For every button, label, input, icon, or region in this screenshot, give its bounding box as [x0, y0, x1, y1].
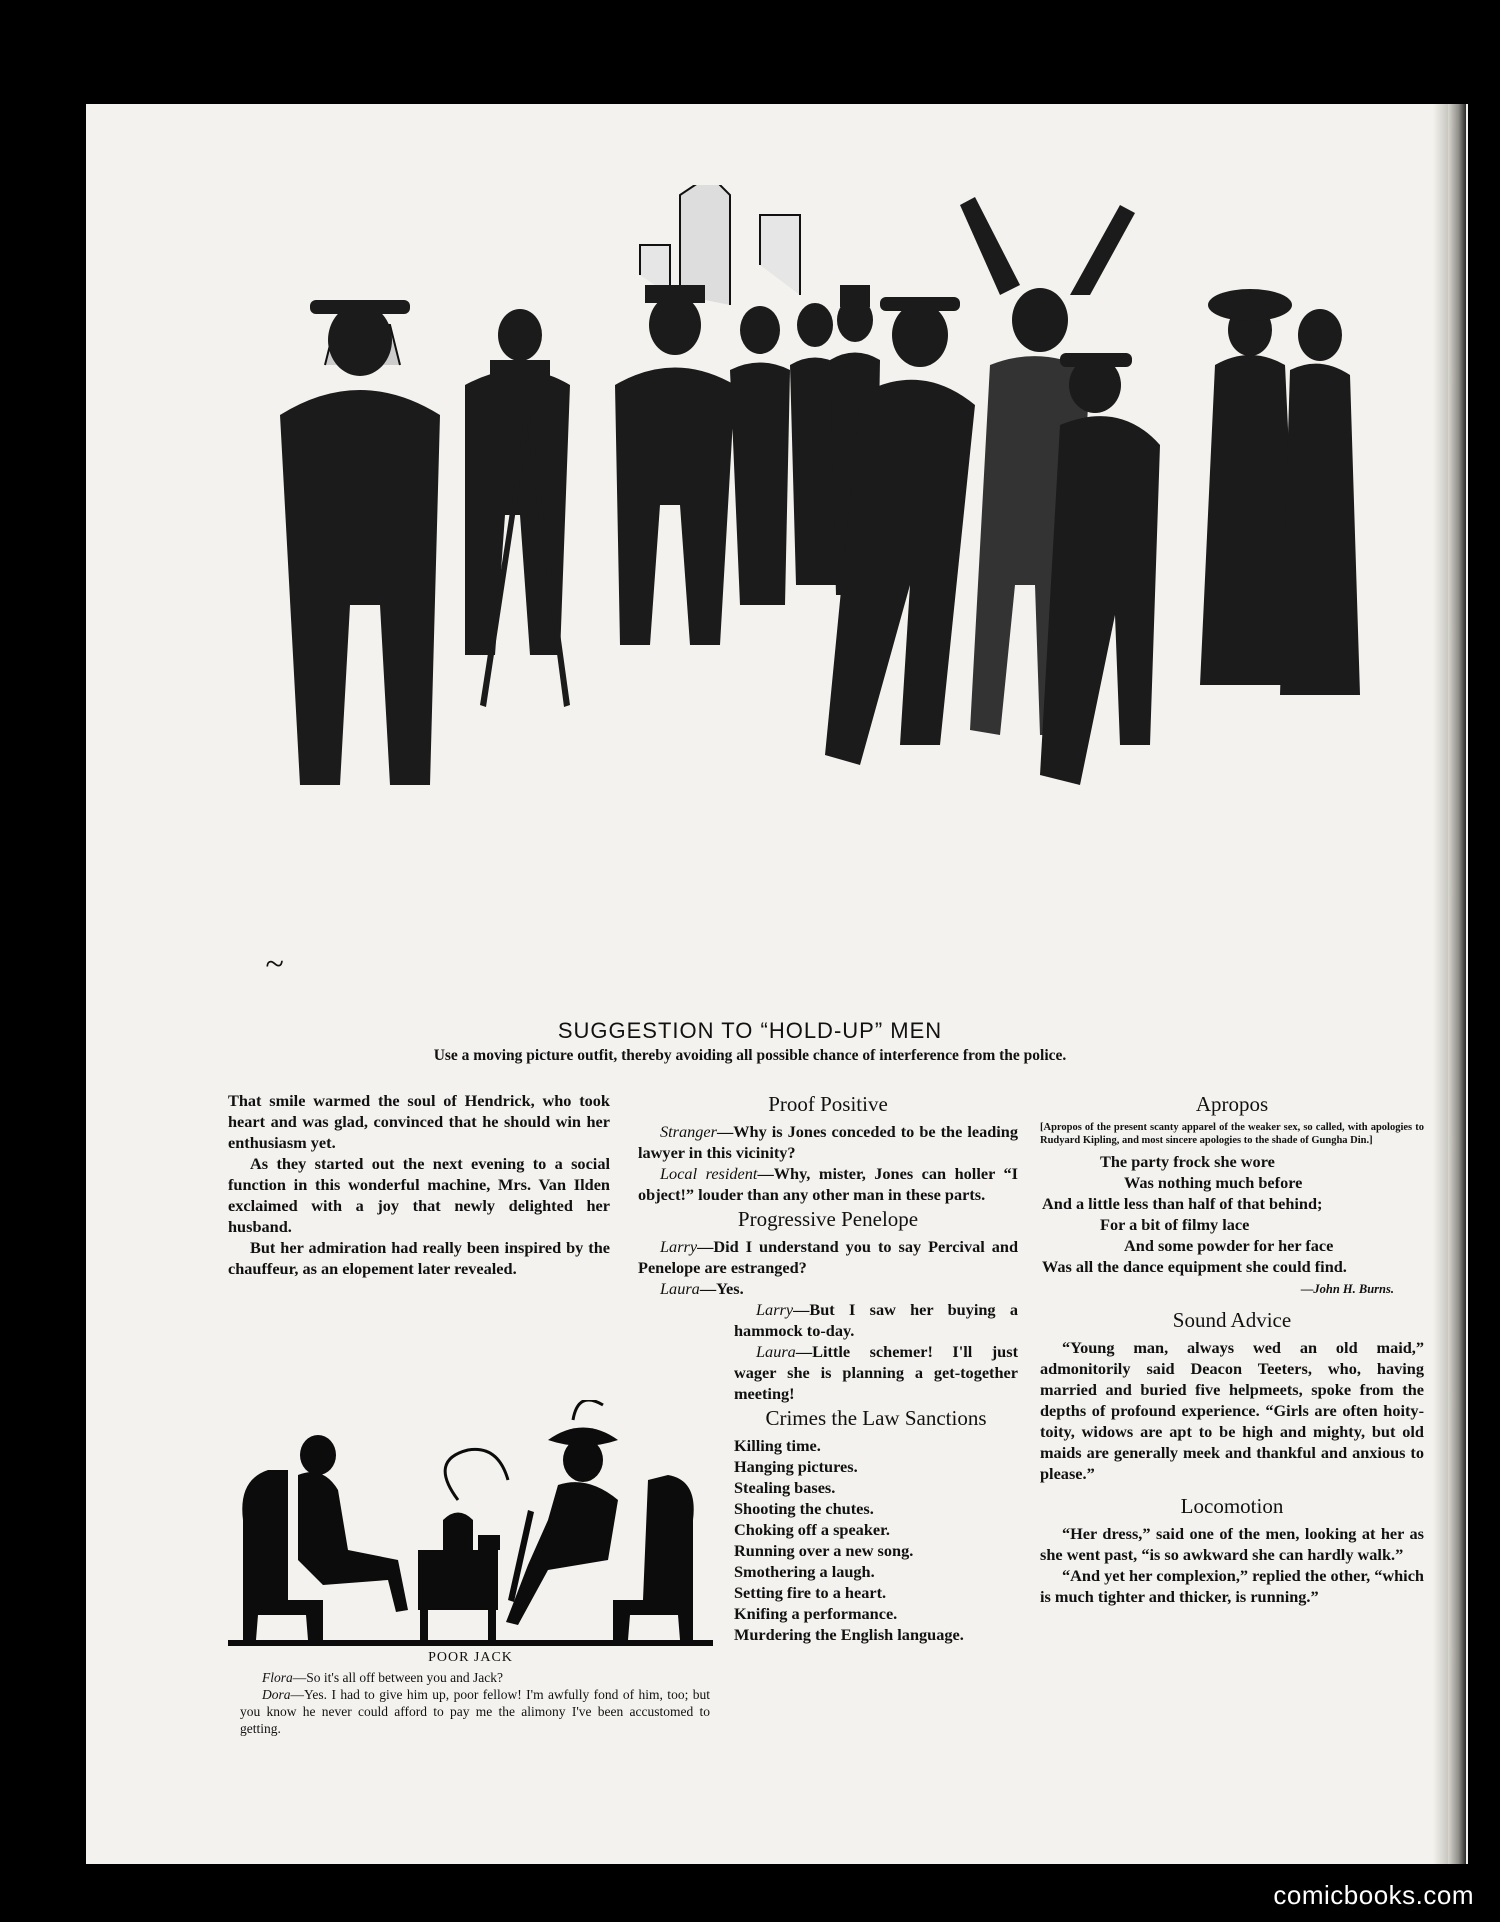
poem-line: Was nothing much before — [1124, 1173, 1303, 1192]
dialogue-line: —Why is Jones conceded to be the leading lawyer in this vicinity? — [638, 1122, 1018, 1162]
list-item: Running over a new song. — [734, 1541, 914, 1560]
story-paragraph: “Young man, always wed an old maid,” admonitorily said Deacon Teeters, who, having married and buried five helpmeets, spoke from the depths of profound experience. “Girls are often hoity-toity, widows are apt to be high and mighty, but old maids are generally meek and thankful and anxious to please.” — [1040, 1338, 1424, 1483]
cartoon-illustration — [240, 185, 1425, 1015]
list-item: Hanging pictures. — [734, 1457, 858, 1476]
speaker-name: Local resident — [660, 1164, 758, 1183]
poor-jack-dialogue — [240, 1669, 710, 1737]
column-left — [228, 1090, 610, 1279]
list-item: Shooting the chutes. — [734, 1499, 874, 1518]
dialogue-line: —Yes. — [699, 1279, 744, 1298]
dialogue-line: —Did I understand you to say Percival and Penelope are estranged? — [638, 1237, 1018, 1277]
story-paragraph: “And yet her complexion,” replied the other, “which is much tighter and thicker, is running.” — [1040, 1566, 1424, 1606]
section-title: Sound Advice — [1172, 1308, 1292, 1332]
poem-author: —John H. Burns. — [1300, 1282, 1394, 1296]
speaker-name: Laura — [660, 1279, 700, 1298]
dialogue-line: —Yes. I had to give him up, poor fellow! I'm awfully fond of him, too; but you know he never could afford to pay me the alimony I've been accustomed to getting. — [240, 1687, 710, 1736]
poem-line: And a little less than half of that behind; — [1042, 1194, 1323, 1213]
cartoon-subtitle: Use a moving picture outfit, thereby avoiding all possible chance of interference from the police. — [433, 1047, 1067, 1064]
section-title: Crimes the Law Sanctions — [765, 1406, 987, 1430]
dialogue-line: —But I saw her buying a hammock to-day. — [734, 1300, 1018, 1340]
section-title: Apropos — [1195, 1092, 1269, 1116]
story-paragraph: But her admiration had really been inspired by the chauffeur, as an elopement later revealed. — [228, 1238, 610, 1278]
column-right — [1040, 1090, 1424, 1607]
list-item: Choking off a speaker. — [734, 1520, 890, 1539]
dialogue-line: —Little schemer! I'll just wager she is planning a get-together meeting! — [734, 1342, 1018, 1403]
svg-text:~: ~ — [265, 946, 284, 983]
poem-line: The party frock she wore — [1100, 1152, 1275, 1171]
page-edge — [1448, 104, 1466, 1864]
poem-line: Was all the dance equipment she could find. — [1042, 1257, 1347, 1276]
crimes-list — [734, 1435, 1018, 1645]
section-title: Proof Positive — [768, 1092, 888, 1116]
list-item: Setting fire to a heart. — [734, 1583, 887, 1602]
page-gutter — [1433, 104, 1448, 1864]
poem-line: And some powder for her face — [1124, 1236, 1334, 1255]
site-watermark: comicbooks.com — [1273, 1880, 1474, 1910]
poor-jack-title: POOR JACK — [428, 1650, 513, 1665]
section-title: Progressive Penelope — [737, 1207, 919, 1231]
story-paragraph: As they started out the next evening to a social function in this wonderful machine, Mrs. Van Ilden exclaimed with a joy that newly delighted her husband. — [228, 1154, 610, 1236]
list-item: Stealing bases. — [734, 1478, 836, 1497]
story-paragraph: That smile warmed the soul of Hendrick, who took heart and was glad, convinced that he should win her enthusiasm yet. — [228, 1091, 610, 1152]
speaker-name: Larry — [756, 1300, 794, 1319]
list-item: Murdering the English language. — [734, 1625, 964, 1644]
dialogue-line: —So it's all off between you and Jack? — [292, 1670, 504, 1685]
speaker-name: Laura — [756, 1342, 796, 1361]
speaker-name: Larry — [660, 1237, 698, 1256]
cartoon-title: SUGGESTION TO “HOLD-UP” MEN — [557, 1018, 943, 1043]
story-paragraph: “Her dress,” said one of the men, looking at her as she went past, “is so awkward she can hardly walk.” — [1040, 1524, 1424, 1564]
speaker-name: Stranger — [660, 1122, 717, 1141]
list-item: Killing time. — [734, 1436, 821, 1455]
poem-line: For a bit of filmy lace — [1100, 1215, 1250, 1234]
dialogue-line: —Why, mister, Jones can holler “I object!” louder than any other man in these parts. — [638, 1164, 1018, 1204]
list-item: Smothering a laugh. — [734, 1562, 875, 1581]
speaker-name: Flora — [262, 1670, 293, 1685]
section-title: Locomotion — [1180, 1494, 1284, 1518]
apropos-note: [Apropos of the present scanty apparel of the weaker sex, so called, with apologies to Rudyard Kipling, and most sincere apologies to the shade of Gungha Din.] — [1040, 1122, 1424, 1146]
list-item: Knifing a performance. — [734, 1604, 898, 1623]
poem — [1040, 1151, 1424, 1277]
column-middle — [638, 1090, 1018, 1645]
speaker-name: Dora — [262, 1687, 291, 1702]
